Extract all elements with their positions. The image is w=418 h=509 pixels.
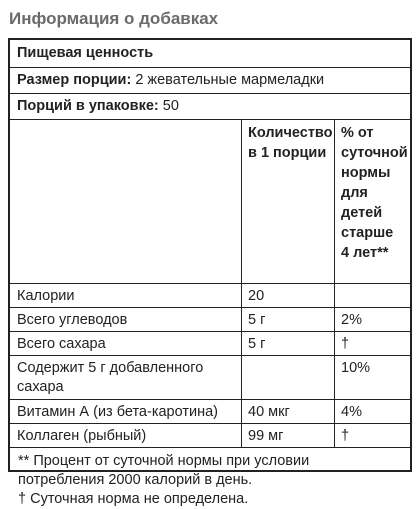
nutrient-daily-value: 2% (341, 312, 362, 328)
nutrient-name: Калории (10, 284, 242, 307)
nutrient-amount: 20 (242, 284, 335, 307)
table-row (10, 284, 410, 308)
nutrient-daily-value: † (341, 428, 350, 444)
panel-title: Пищевая ценность (17, 45, 154, 61)
nutrient-daily-value (335, 284, 410, 307)
nutrient-name: Всего сахара (10, 332, 242, 355)
nutrient-daily-value: 10% (341, 360, 371, 376)
serving-size-value: 2 жевательные мармеладки (135, 72, 325, 88)
servings-per-container-row (10, 94, 410, 120)
column-header-row (10, 120, 410, 284)
supplement-facts-panel (8, 38, 412, 507)
footnote-not-established: † Суточная норма не определена. (18, 491, 249, 507)
nutrient-name: Коллаген (рыбный) (10, 424, 242, 447)
nutrient-amount: 40 мкг (242, 400, 335, 423)
page-title: Информация о добавках (9, 9, 219, 28)
serving-size-row (10, 68, 410, 94)
column-header-name (10, 120, 242, 283)
nutrient-daily-value: 4% (341, 404, 362, 420)
nutrient-amount (242, 356, 335, 399)
nutrient-amount: 5 г (242, 308, 335, 331)
nutrient-name: Всего углеводов (10, 308, 242, 331)
table-row (10, 332, 410, 356)
serving-size-label: Размер порции: (17, 72, 132, 88)
nutrient-amount: 99 мг (242, 424, 335, 447)
table-row (10, 400, 410, 424)
table-row (10, 424, 410, 448)
panel-title-row (10, 40, 410, 68)
column-header-daily-value: % от суточной нормы для детей старше 4 лет** (341, 125, 408, 261)
footnote-calories: потребления 2000 калорий в день. (18, 472, 253, 488)
footnotes (10, 448, 410, 509)
nutrient-daily-value: † (341, 336, 350, 352)
servings-per-container-value: 50 (162, 98, 179, 114)
column-header-amount: Количество в 1 порции (242, 120, 335, 283)
servings-per-container-label: Порций в упаковке: (17, 98, 159, 114)
table-row (10, 308, 410, 332)
nutrient-amount: 5 г (242, 332, 335, 355)
nutrient-name: Содержит 5 г добавленного сахара (10, 356, 242, 399)
nutrient-name: Витамин А (из бета-каротина) (10, 400, 242, 423)
footnote-daily-value: ** Процент от суточной нормы при условии (18, 453, 310, 469)
table-row (10, 356, 410, 400)
